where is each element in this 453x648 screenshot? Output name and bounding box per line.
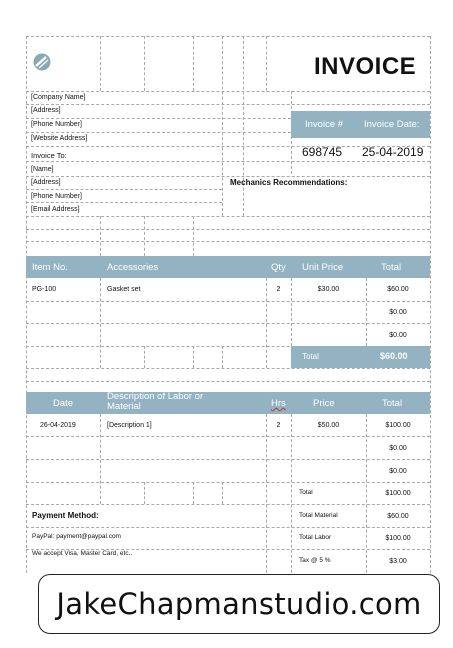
grid-line bbox=[26, 229, 430, 230]
grid-line bbox=[26, 132, 291, 133]
summary-labor-label: Total Labor bbox=[299, 534, 332, 541]
grid-line bbox=[26, 459, 430, 460]
labor-table-header bbox=[26, 392, 430, 414]
grid-line bbox=[26, 301, 430, 302]
invoice-number-value: 698745 bbox=[302, 145, 343, 159]
grid-line bbox=[222, 36, 223, 216]
invoice-to-label: Invoice To: bbox=[31, 151, 67, 160]
summary-tax-label: Tax @ 5 % bbox=[299, 557, 331, 564]
labor-row-2-total: $0.00 bbox=[389, 445, 407, 452]
grid-line bbox=[26, 189, 222, 190]
grid-line bbox=[243, 36, 244, 216]
grid-line bbox=[26, 202, 222, 203]
col-description: Description of Labor or Material bbox=[107, 391, 204, 412]
frame-right bbox=[430, 36, 431, 573]
invoice-title: INVOICE bbox=[314, 53, 417, 80]
grid-line bbox=[26, 368, 430, 369]
col-date: Date bbox=[53, 398, 74, 409]
company-address: [Address] bbox=[31, 107, 61, 114]
col-qty: Qty bbox=[271, 262, 286, 273]
grid-line bbox=[144, 482, 145, 504]
invoice-date-value: 25-04-2019 bbox=[362, 145, 424, 159]
col-price: Price bbox=[313, 398, 335, 409]
labor-row-1-description: [Description 1] bbox=[107, 422, 152, 429]
summary-tax-value: $3.00 bbox=[389, 558, 407, 565]
parts-total-value: $60.00 bbox=[380, 351, 408, 361]
labor-row-3-total: $0.00 bbox=[389, 468, 407, 475]
grid-line bbox=[26, 436, 430, 437]
parts-row-1-unit-price: $30.00 bbox=[317, 286, 340, 293]
grid-line bbox=[144, 216, 145, 256]
summary-total-label: Total bbox=[299, 489, 313, 496]
company-logo-icon bbox=[33, 53, 51, 71]
watermark-banner bbox=[38, 574, 440, 634]
parts-table-header bbox=[26, 256, 430, 278]
watermark-text: JakeChapmanstudio.com bbox=[56, 587, 422, 621]
parts-total-label: Total bbox=[302, 352, 319, 361]
summary-labor-value: $100.00 bbox=[385, 535, 411, 542]
grid-line bbox=[26, 527, 430, 528]
grid-line bbox=[144, 346, 145, 368]
frame-left bbox=[26, 36, 27, 573]
invoice-sheet bbox=[26, 36, 430, 573]
col-item-no: Item No. bbox=[32, 262, 68, 273]
mechanics-recommendations-label: Mechanics Recommendations: bbox=[230, 178, 348, 187]
bill-to-phone: [Phone Number] bbox=[31, 193, 82, 200]
grid-line bbox=[193, 482, 194, 504]
labor-row-1-date: 26-04-2019 bbox=[40, 422, 76, 429]
summary-material-value: $60.00 bbox=[387, 513, 409, 520]
parts-row-1-qty: 2 bbox=[276, 286, 281, 293]
grid-line bbox=[26, 104, 430, 105]
col-accessories: Accessories bbox=[107, 262, 159, 273]
grid-line bbox=[26, 118, 291, 119]
grid-line bbox=[193, 216, 194, 256]
col-labor-total: Total bbox=[382, 398, 403, 409]
company-phone: [Phone Number] bbox=[31, 121, 82, 128]
summary-material-label: Total Material bbox=[299, 512, 338, 519]
col-hrs: Hrs bbox=[271, 398, 286, 409]
company-website: [Website Address] bbox=[31, 135, 88, 142]
parts-row-2-total: $0.00 bbox=[389, 309, 407, 316]
grid-line bbox=[100, 36, 101, 91]
company-name: [Company Name] bbox=[31, 94, 86, 101]
parts-row-1-item: PG-100 bbox=[32, 286, 57, 293]
grid-line bbox=[26, 381, 430, 382]
grid-line bbox=[266, 36, 267, 91]
frame-top bbox=[26, 36, 430, 37]
col-total: Total bbox=[381, 262, 402, 273]
grid-line bbox=[26, 241, 430, 242]
parts-row-1-accessory: Gasket set bbox=[107, 286, 141, 293]
grid-line bbox=[26, 176, 430, 177]
grid-line bbox=[26, 216, 430, 217]
bill-to-email: [Email Address] bbox=[31, 206, 80, 213]
grid-line bbox=[222, 346, 223, 368]
grid-line bbox=[222, 482, 223, 504]
bill-to-address: [Address] bbox=[31, 179, 61, 186]
invoice-date-header: Invoice Date: bbox=[364, 119, 420, 130]
grid-line bbox=[193, 36, 194, 91]
grid-line bbox=[100, 216, 101, 256]
grid-line bbox=[144, 36, 145, 91]
bill-to-name: [Name] bbox=[31, 166, 54, 173]
parts-row-3-total: $0.00 bbox=[389, 332, 407, 339]
grid-line bbox=[26, 504, 430, 505]
labor-row-1-hrs: 2 bbox=[276, 422, 281, 429]
grid-line bbox=[26, 91, 430, 92]
summary-total-value: $100.00 bbox=[385, 490, 411, 497]
col-unit-price: Unit Price bbox=[302, 262, 344, 273]
payment-paypal: PayPal: payment@paypal.com bbox=[32, 533, 121, 540]
grid-line bbox=[26, 323, 430, 324]
parts-row-1-total: $60.00 bbox=[387, 286, 409, 293]
grid-line bbox=[26, 482, 430, 483]
payment-method-label: Payment Method: bbox=[32, 511, 99, 520]
labor-row-1-total: $100.00 bbox=[385, 422, 411, 429]
labor-row-1-price: $50.00 bbox=[317, 422, 340, 429]
invoice-number-header: Invoice # bbox=[305, 119, 344, 130]
grid-line bbox=[26, 161, 430, 162]
payment-cards: We accept Visa, Master Card, etc.. bbox=[32, 550, 133, 557]
grid-line bbox=[193, 346, 194, 368]
